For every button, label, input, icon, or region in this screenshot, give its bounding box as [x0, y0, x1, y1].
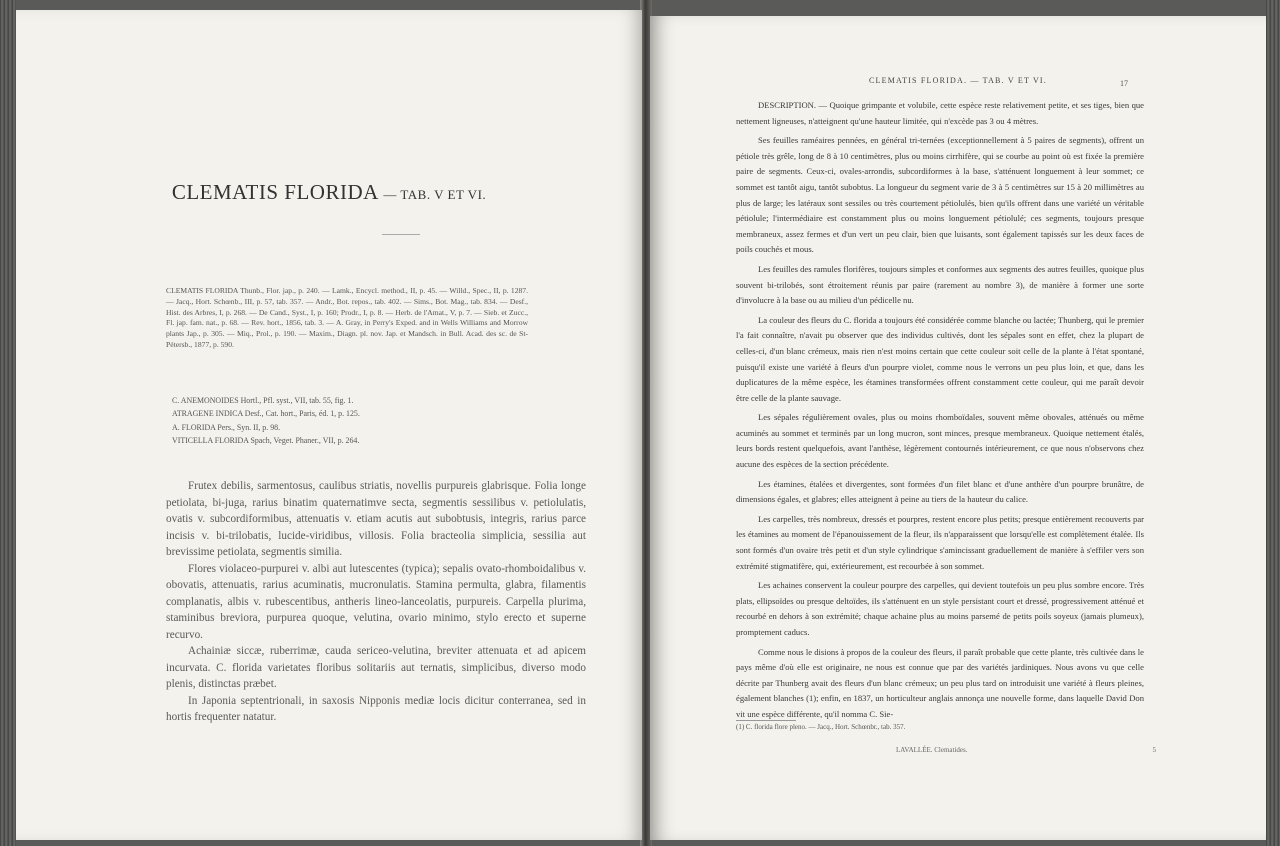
latin-paragraph: Flores violaceo-purpurei v. albi aut lutescentes (typica); sepalis ovato-rhomboidalibus v. obovatis, attenuatis, rarius acuminatis, mucronulatis. Stamina permulta, glabra, filamentis complanatis, albis v. rubescentibus, antheris lineo-lanceolatis, purpureis. Carpella plurima, staminibus breviora, purpurea quoque, velutina, ovario minimo, stylo erecto et superne recurvo.: [166, 562, 586, 641]
body-paragraph: Les carpelles, très nombreux, dressés et pourpres, restent encore plus petits; presque entièrement recouverts par les étamines au moment de l'épanouissement de la fleur, ils n'apparaissent que lorsqu'elle est complètement étalée. Ils sont formés d'un ovaire très petit et d'un style cylindrique s'amincissant graduellement de manière à s'effiler vers son extrémité stigmatifère, qui, extérieurement, est recourbée à son sommet.: [736, 513, 1144, 571]
running-head: CLEMATIS FLORIDA. — TAB. V ET VI.: [868, 76, 1047, 85]
body-paragraph: Comme nous le disions à propos de la couleur des fleurs, il paraît probable que cette plante, très cultivée dans le pays même d'où elle est originaire, ne nous est connue que par des variétés jardiniques. Nous avons vu que celle décrite par Thunberg avait des fleurs d'un blanc crémeux; un peu plus tard on introduisit une variété à fleurs pleines, également blanches (1); enfin, en 1837, un horticulteur anglais annonça une nouvelle forme, dans laquelle David Don vit une espèce différente, qu'il nomma C. Sie-: [736, 646, 1144, 719]
latin-paragraph: In Japonia septentrionali, in saxosis Nipponis mediæ locis dicitur conterranea, sed in hortis frequenter natatur.: [166, 694, 586, 723]
synonym-line: VITICELLA FLORIDA Spach, Veget. Phaner., VII, p. 264.: [172, 436, 360, 446]
signature-number: 5: [1152, 746, 1156, 754]
synonymy-list: [172, 394, 512, 448]
latin-paragraph: Frutex debilis, sarmentosus, caulibus striatis, novellis purpureis glabrisque. Folia longe petiolata, bi-juga, rarius binatim quaternatimve secta, segmentis sessilibus v. petiolulatis, ovatis v. subcordiformibus, attenuatis v. etiam acutis aut subobtusis, integris, rarius parce incisis v. bi-trilobatis, lucide-viridibus, villosis. Folia bracteolia simplicia, sessilia aut brevissime petiolata, segmentis similia.: [166, 480, 586, 558]
title-divider: [382, 234, 420, 235]
synonymy-paragraph: CLEMATIS FLORIDA Thunb., Flor. jap., p. 240. — Lamk., Encycl. method., II, p. 45. — Willd., Spec., II, p. 1287. — Jacq., Hort. Schœnb., III, p. 57, tab. 357. — Andr., Bot. repos., tab. 402. — Sims., Bot. Mag., tab. 834. — Desf., Hist. des Arbres, I, p. 268. — De Cand., Syst., I, p. 160; Prodr., I, p. 8. — Herb. de l'Amat., V, p. 7. — Sieb. et Zucc., Fl. jap. fam. nat., p. 68. — Rev. hort., 1856, tab. 3. — A. Gray, in Perry's Exped. and in Wells Williams and Morrow plants Jap., p. 305. — Miq., Prol., p. 190. — Maxim., Diagn. pl. nov. Jap. et Mandsch. in Bull. Acad. des sc. de St-Pétersb., 1877, p. 590.: [166, 286, 528, 349]
signature-line: [896, 746, 1156, 754]
footnote-rule: [736, 720, 796, 721]
body-paragraph: Ses feuilles raméaires pennées, en général tri-ternées (exceptionnellement à 5 paires de segments), offrent un pétiole très grêle, long de 8 à 10 centimètres, plus ou moins cirrhifère, qui se courbe au point où est fixée la première paire de segments. Ceux-ci, ovales-arrondis, subcordiformes à la base, s'atténuent longuement à leur sommet; ce sommet est tantôt aigu, tantôt subobtus. La longueur du segment varie de 3 à 5 centimètres sur 15 à 20 millimètres au plus de large; les latéraux sont sessiles ou très courtement pétiolulés, bien qu'ils offrent dans une variété un véritable pétiolule; l'intermédiaire est constamment plus ou moins longuement pétiolulé; ces segments, toujours presque membraneux, assez fermes et d'un vert un peu clair, bien que luisants, sont également tapissés sur les deux faces de poils couchés et mous.: [736, 135, 1144, 255]
body-paragraph: Les achaines conservent la couleur pourpre des carpelles, qui devient toutefois un peu plus sombre encore. Très plats, ellipsoïdes ou presque deltoïdes, ils s'atténuent en un style persistant court et dressé, progressivement atténué et recourbé en dehors à son extrémité; chaque achaine plus au moins parsemé de petits poils soyeux (jamais plumeux), promptement caducs.: [736, 580, 1144, 637]
right-page: [650, 16, 1266, 840]
page-number: 17: [1120, 79, 1128, 88]
title-main: CLEMATIS FLORIDA: [171, 180, 378, 204]
body-paragraph: Les étamines, étalées et divergentes, sont formées d'un filet blanc et d'une anthère d'un pourpre brunâtre, de dimensions égales, et glabres; elles atteignent à peine au tiers de la hauteur du calice.: [736, 478, 1144, 505]
title-tab: — TAB. V ET VI.: [383, 187, 487, 202]
latin-paragraph: Achainiæ siccæ, ruberrimæ, cauda sericeo-velutina, breviter attenuata et ad apicem incurvata. C. florida varietates floribus solitariis aut ternatis, simplicibus, diverso modo plenis, distinctas præbet.: [166, 645, 586, 690]
right-page-edges: [1266, 0, 1280, 846]
body-paragraph: La couleur des fleurs du C. florida a toujours été considérée comme blanche ou lactée; Thunberg, qui le premier l'a fait connaître, n'avait pu observer que des individus cultivés, dont les sépales sont en effet, chez la plupart de celles-ci, d'un blanc crémeux, mais rien n'est moins certain que cette couleur soit celle de la plante à l'état spontané, puisqu'il existe une variété à fleurs d'un pourpre violet, comme nous le verrons un peu plus loin, et que, dans les duplicatures de la même espèce, les étamines transformées offrent constamment cette couleur, qui me paraît devoir être celle de la plante sauvage.: [736, 314, 1144, 403]
synonym-line: A. FLORIDA Pers., Syn. II, p. 98.: [172, 422, 281, 432]
left-page-edges: [0, 0, 16, 846]
footnote: (1) C. florida flore pleno. — Jacq., Hort. Schœnbr., tab. 357.: [736, 723, 906, 731]
signature-text: LAVALLÉE. Clematides.: [896, 746, 968, 754]
body-paragraph: DESCRIPTION. — Quoique grimpante et volubile, cette espèce reste relativement petite, et ses tiges, bien que nettement ligneuses, n'atteignent qu'une hauteur limitée, qui n'excède pas 3 ou 4 mètres.: [736, 100, 1144, 126]
synonym-line: ATRAGENE INDICA Desf., Cat. hort., Paris, éd. 1, p. 125.: [172, 409, 360, 419]
synonym-line: C. ANEMONOIDES Hortl., Pfl. syst., VII, tab. 55, fig. 1.: [172, 396, 354, 405]
french-description: [736, 98, 1144, 727]
plant-title: [16, 180, 642, 205]
left-page: [16, 10, 642, 840]
body-paragraph: Les feuilles des ramules florifères, toujours simples et conformes aux segments des autres feuilles, quoique plus souvent bi-trilobés, sont étroitement réunis par paire (rarement au nombre 3), de manière à former une sorte d'involucre à la base ou au milieu d'un pédicelle nu.: [736, 263, 1144, 306]
body-paragraph: Les sépales régulièrement ovales, plus ou moins rhomboïdales, souvent même obovales, atténués ou même acuminés au sommet et terminés par un long mucron, sont minces, presque membraneux. Quoique nettement étalés, leurs bords restent quelquefois, avant l'anthèse, légèrement contournés intérieurement, ce que nous n'observons chez aucune des espèces de la section précédente.: [736, 412, 1144, 470]
latin-description: [166, 478, 586, 726]
